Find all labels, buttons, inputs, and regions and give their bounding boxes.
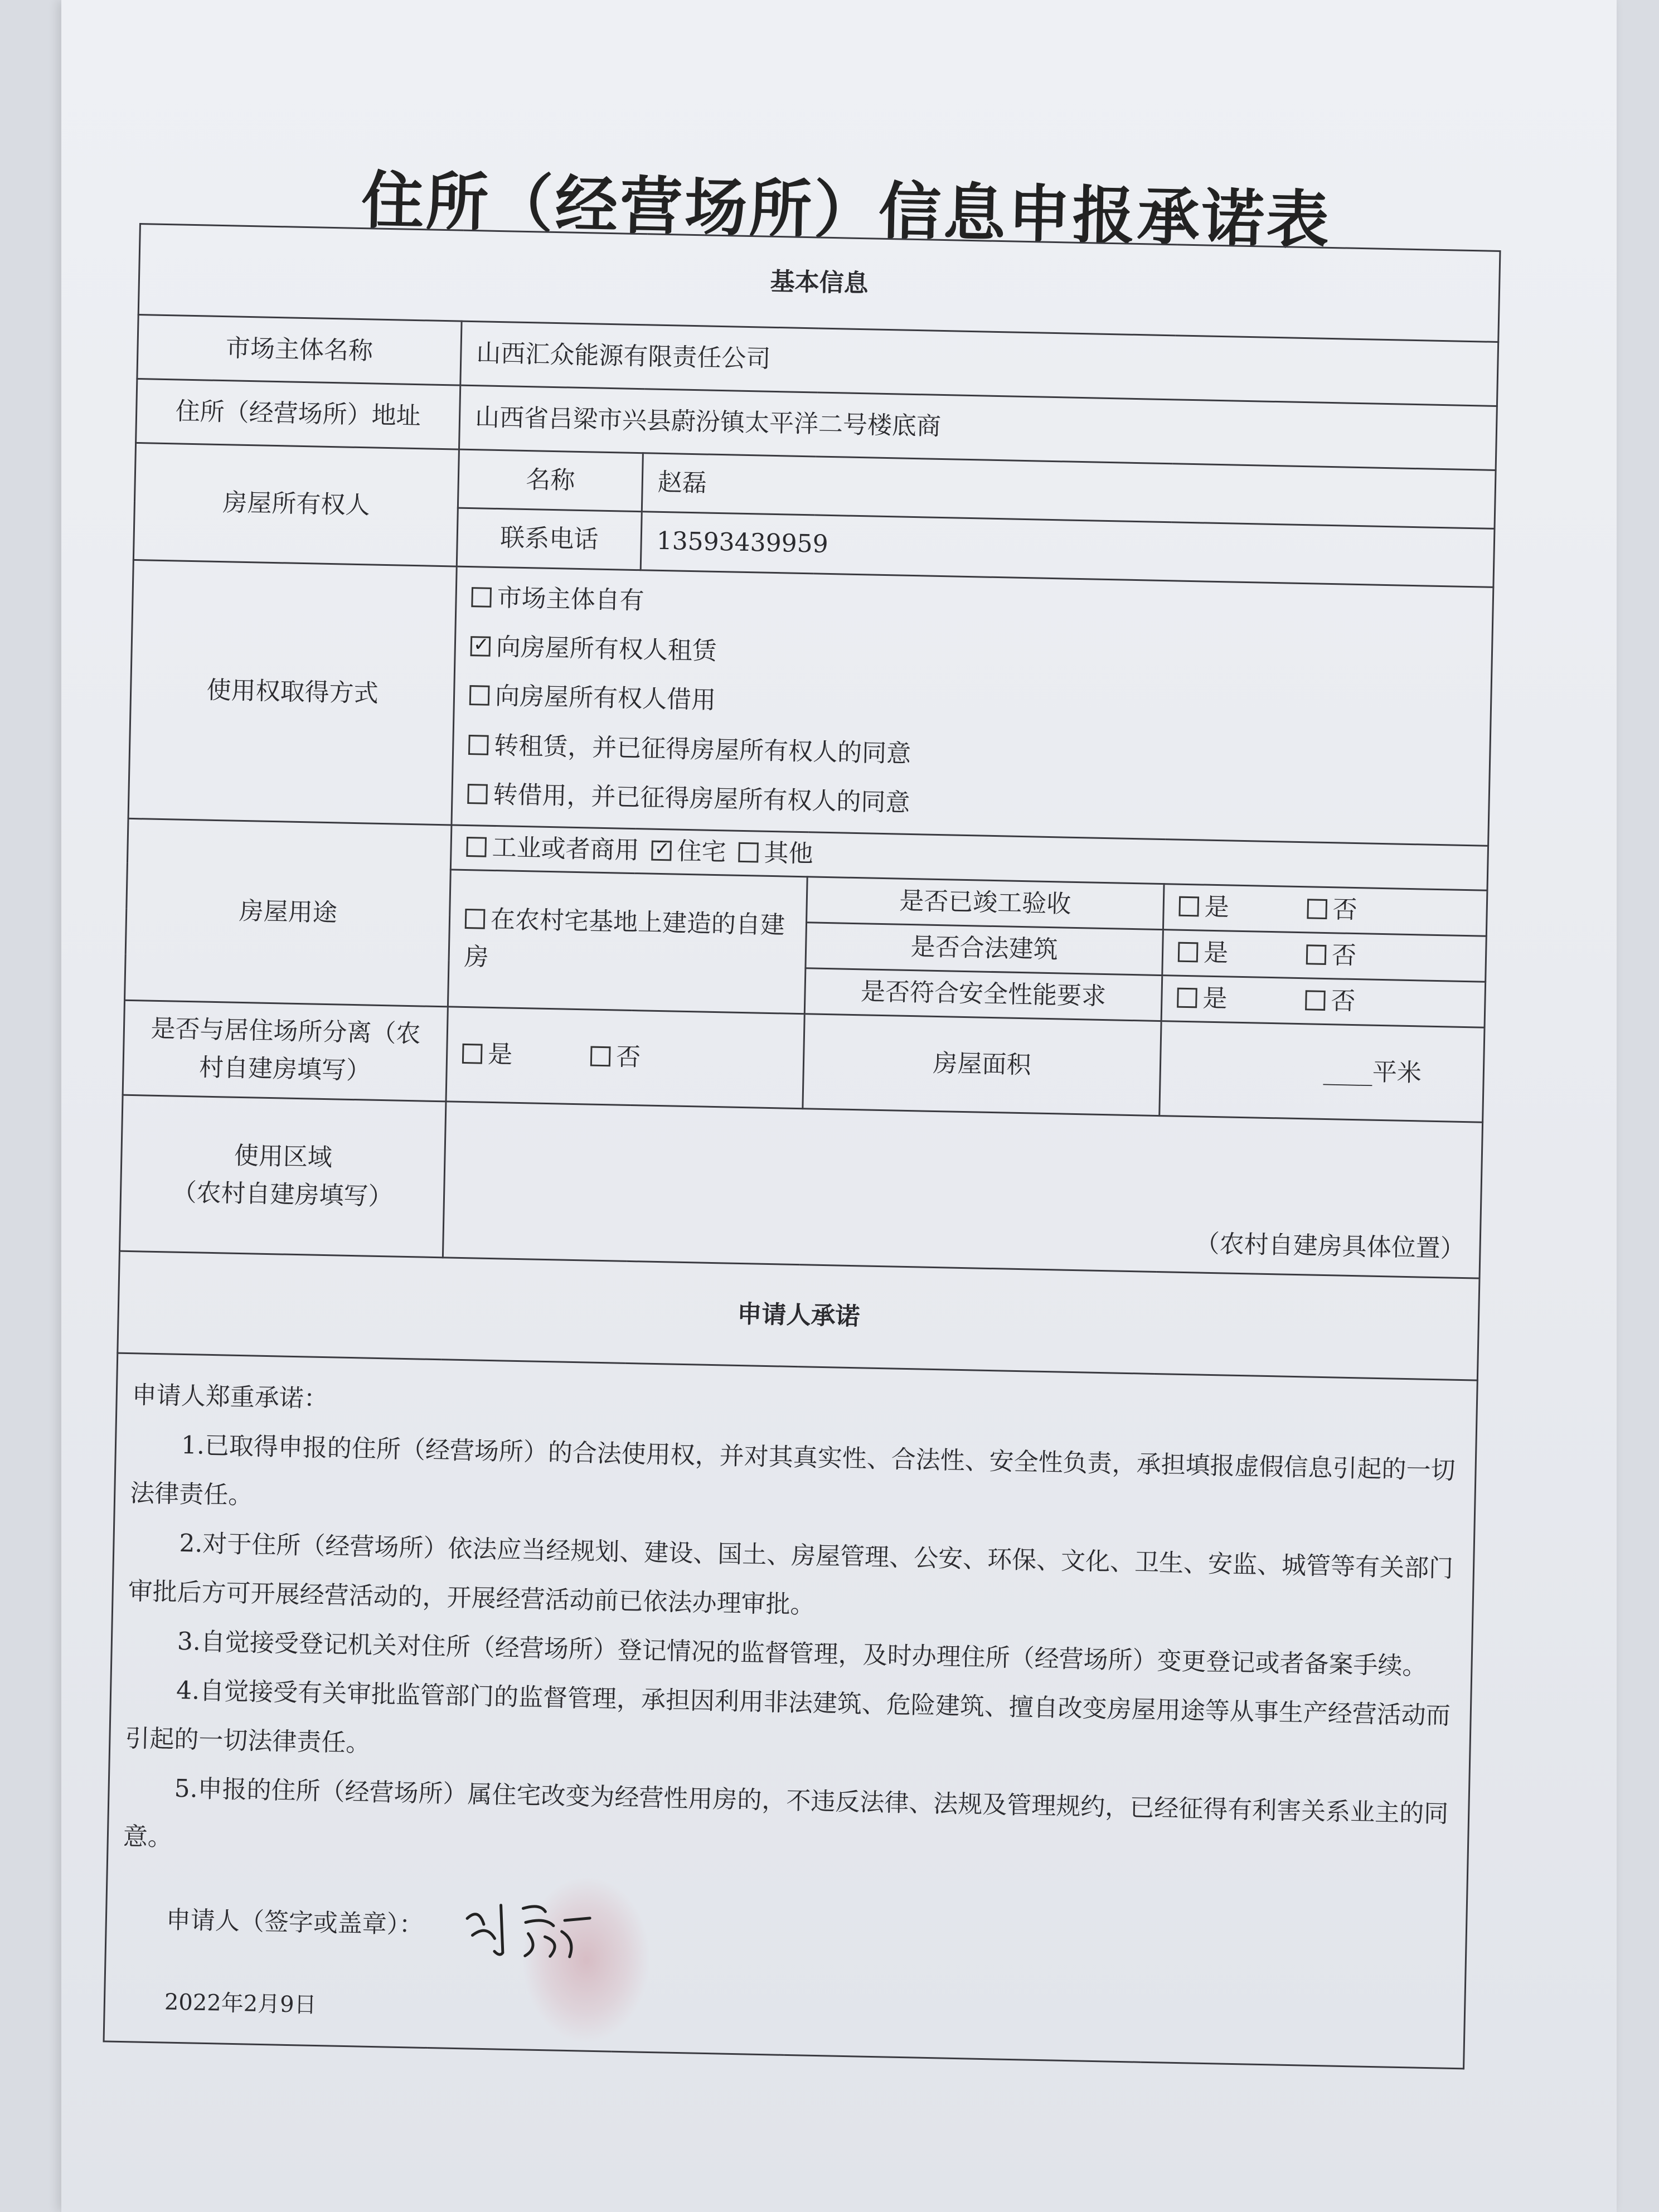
- yes-no-choice: 是 否: [1161, 976, 1486, 1028]
- separated-label: 是否与居住场所分离（农村自建房填写）: [123, 1000, 448, 1102]
- yes-no-choice: 是 否: [1162, 930, 1487, 982]
- checkbox[interactable]: [466, 837, 487, 857]
- owner-label: 房屋所有权人: [133, 443, 459, 566]
- rural-question: 是否符合安全性能要求: [804, 968, 1162, 1021]
- area-value: ____平米: [1160, 1021, 1485, 1123]
- yes-no-choice: 是 否: [446, 1007, 804, 1109]
- checkbox[interactable]: [471, 587, 492, 608]
- use-zone-note: （农村自建房具体位置）: [1195, 1229, 1466, 1263]
- use-zone-label: 使用区域 （农村自建房填写）: [119, 1095, 446, 1258]
- acquisition-option[interactable]: 市场主体自有: [471, 573, 1478, 642]
- promise-item: 3.自觉接受登记机关对住所（经营场所）登记情况的监督管理，及时办理住所（经营场所）变更登记或者备案手续。: [177, 1627, 1427, 1681]
- promise-item: 2.对于住所（经营场所）依法应当经规划、建设、国土、房屋管理、公安、环保、文化、卫生、安监、城管等有关部门审批后方可开展经营活动的，开展经营活动前已依法办理审批。: [128, 1529, 1454, 1619]
- page-title: 住所（经营场所）信息申报承诺表: [360, 164, 1332, 258]
- sign-label: 申请人（签字或盖章）：: [166, 1905, 424, 1939]
- rural-question: 是否合法建筑: [806, 923, 1163, 976]
- yes-no-choice: 是 否: [1163, 884, 1487, 937]
- area-label: 房屋面积: [803, 1014, 1161, 1116]
- usage-label: 房屋用途: [125, 818, 452, 1007]
- checkbox[interactable]: [1178, 942, 1199, 963]
- entity-name-label: 市场主体名称: [137, 314, 462, 385]
- acquisition-options: [452, 566, 1493, 846]
- sign-date: 2022年2月9日: [164, 1989, 317, 2018]
- promise-item: 1.已取得申报的住所（经营场所）的合法使用权，并对其真实性、合法性、安全性负责，承担填报虚假信息引起的一切法律责任。: [129, 1430, 1456, 1510]
- checkbox[interactable]: [590, 1046, 611, 1067]
- owner-phone-value: 13593439959: [641, 512, 1495, 588]
- checkbox[interactable]: [468, 735, 489, 755]
- acquisition-option[interactable]: ✓向房屋所有权人租赁: [470, 622, 1477, 691]
- acquisition-label: 使用权取得方式: [128, 560, 457, 824]
- promise-item: 5.申报的住所（经营场所）属住宅改变为经营性用房的，不违反法律、法规及管理规约，已经征得有利害关系业主的同意。: [123, 1774, 1449, 1852]
- owner-phone-label: 联系电话: [457, 508, 642, 570]
- checkbox[interactable]: [469, 685, 490, 706]
- rural-question: 是否已竣工验收: [807, 877, 1165, 930]
- acquisition-option[interactable]: 转借用，并已征得房屋所有权人的同意: [467, 770, 1474, 839]
- paper-sheet: [61, 0, 1617, 2212]
- checkbox[interactable]: [467, 784, 488, 804]
- owner-name-value: 赵磊: [642, 453, 1496, 529]
- checkbox[interactable]: [465, 909, 486, 929]
- use-zone-value[interactable]: [443, 1102, 1482, 1278]
- entity-name-value: 山西汇众能源有限责任公司: [460, 321, 1498, 406]
- section-promise-heading: 申请人承诺: [118, 1251, 1479, 1380]
- checkbox[interactable]: [1177, 988, 1197, 1008]
- promise-body: [104, 1353, 1477, 2069]
- checkbox-checked[interactable]: [651, 841, 672, 861]
- promise-intro: 申请人郑重承诺：: [132, 1381, 329, 1414]
- handwritten-signature: [455, 1885, 601, 1971]
- checkbox[interactable]: [1305, 991, 1326, 1011]
- section-basic-heading: 基本信息: [138, 224, 1500, 342]
- checkbox[interactable]: [1307, 899, 1327, 920]
- checkbox[interactable]: [1178, 896, 1199, 917]
- address-value: 山西省吕梁市兴县蔚汾镇太平洋二号楼底商: [459, 385, 1497, 470]
- checkbox[interactable]: [1306, 945, 1327, 966]
- rural-self-built-option[interactable]: 在农村宅基地上建造的自建房: [448, 870, 807, 1014]
- checkbox-checked[interactable]: [470, 636, 491, 657]
- address-label: 住所（经营场所）地址: [136, 379, 460, 449]
- acquisition-option[interactable]: 向房屋所有权人借用: [469, 671, 1476, 740]
- owner-name-label: 名称: [458, 449, 643, 512]
- declaration-form: [103, 223, 1505, 2069]
- checkbox[interactable]: [462, 1044, 483, 1064]
- checkbox[interactable]: [738, 842, 759, 863]
- acquisition-option[interactable]: 转租赁，并已征得房屋所有权人的同意: [468, 721, 1474, 790]
- signature-row: [120, 1900, 1451, 1994]
- usage-options: 工业或者商用 ✓ 住宅 其他: [450, 825, 1488, 890]
- promise-item: 4.自觉接受有关审批监管部门的监督管理，承担因利用非法建筑、危险建筑、擅自改变房屋用途等从事生产经营活动而引起的一切法律责任。: [124, 1676, 1451, 1758]
